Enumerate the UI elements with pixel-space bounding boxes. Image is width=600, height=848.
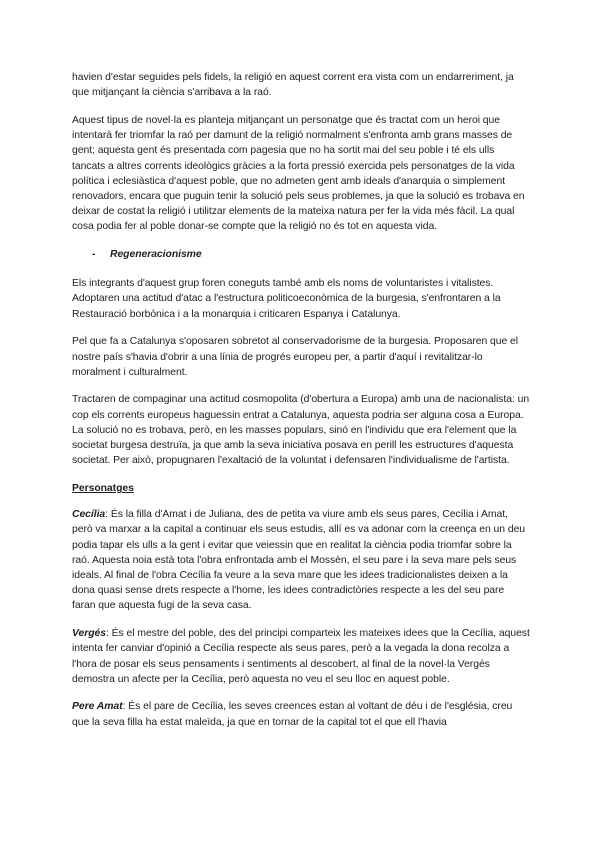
bullet-regeneracionisme (72, 247, 530, 262)
bullet-dash: - (92, 249, 96, 261)
character-name: Pere Amat (72, 701, 123, 713)
paragraph-intro-continuation: havien d'estar seguides pels fidels, la religió en aquest corrent era vista com un endarreriment, ja que mitjançant la ciència s'arribava a la raó. (72, 72, 514, 99)
paragraph-members: Els integrants d'aquest grup foren coneguts també amb els noms de voluntaristes i vitalistes. Adoptaren una actitud d'atac a l'estructura politicoeconòmica de la burgesia, s'enfrontaren a la Restauració borbònica i a la monarquia i criticaren Espanya i Catalunya. (72, 278, 501, 320)
paragraph-catalunya: Pel que fa a Catalunya s'oposaren sobretot al conservadorisme de la burgesia. Proposaren que el nostre país s'havia d'obrir a una línia de progrés europeu per, a partir d'aquí i revitalitzar-lo moralment i culturalment. (72, 336, 519, 378)
section-heading: Personatges (72, 482, 134, 494)
character-name: Vergés (72, 628, 106, 640)
paragraph-cosmopolitan: Tractaren de compaginar una actitud cosmopolita (d'obertura a Europa) amb una de nacionalista: un cop els corrents europeus haguessin entrat a Catalunya, aquesta podria ser alguna cosa a Europa. La solució no es trobava, però, en les masses populars, sinó en l'individu que era l'element que la societat burgesa destruïa, ja que amb la seva iniciativa posava en perill les estructures d'aquesta societat. Per això, propugnaren l'exaltació de la voluntat i defensaren l'individualisme de l'artista. (72, 394, 530, 467)
character-paragraph (72, 699, 530, 729)
section-subtitle: Regeneracionisme (110, 249, 202, 261)
character-description: : És el pare de Cecília, les seves creences estan al voltant de déu i de l'església, creu que la seva filla ha estat maleïda, ja que en tornar de la capital tot el que ell l'havia (72, 701, 513, 728)
character-paragraph (72, 626, 530, 687)
character-description: : És la filla d'Amat i de Juliana, des de petita va viure amb els seus pares, Cecília i Amat, però va marxar a la capital a continuar els seus estudis, allí es va adonar com la creença en un deu podia tapar els ulls a la gent i evitar que veiessin que en realitat la ciència podia triomfar sobre la raó. Aquesta noia està tota l'obra enfrontada amb el Mossèn, el seu pare i la seva mare pels seus ideals. Al final de l'obra Cecília fa veure a la seva mare que les idees tradicionalistes deixen a la dona quasi sense drets respecte a l'home, les idees contradictòries respecte a les del seu pare faran que aquesta fugi de la seva casa. (72, 509, 526, 612)
document-body (72, 70, 530, 742)
paragraph-novel-type: Aquest tipus de novel·la es planteja mitjançant un personatge que és tractat com un heroi que intentarà fer triomfar la raó per damunt de la religió normalment s'enfronta amb grans masses de gent; aquesta gent és presentada com pagesia que no ha sortit mai del seu poble i té els ulls tancats a altres corrents ideològics gràcies a la forta pressió exercida pels personatges de la vida política i eclesiàstica d'aquest poble, que no admeten gent amb ideals d'anarquia o simplement renovadors, encara que puguin tenir la solució pels seus problemes, ja que la solució es trobava en deixar de costat la religió i utilitzar elements de la mateixa natura per fer la vida més fàcil. La qual cosa podia fer al poble donar-se compte que la religió no és tot en aquesta vida. (72, 114, 525, 233)
character-name: Cecília (72, 509, 106, 521)
character-description: : És el mestre del poble, des del principi comparteix les mateixes idees que la Cecília, aquest intenta fer canviar d'opinió a Cecília respecte als seus pares, però a la vegada la dona recolza a l'hora de posar els seus pensaments i sentiments al descobert, al final de la novel·la Vergés demostra un afecte per la Cecília, però aquesta no veu el seu lloc en aquest poble. (72, 628, 530, 685)
character-paragraph (72, 507, 530, 613)
